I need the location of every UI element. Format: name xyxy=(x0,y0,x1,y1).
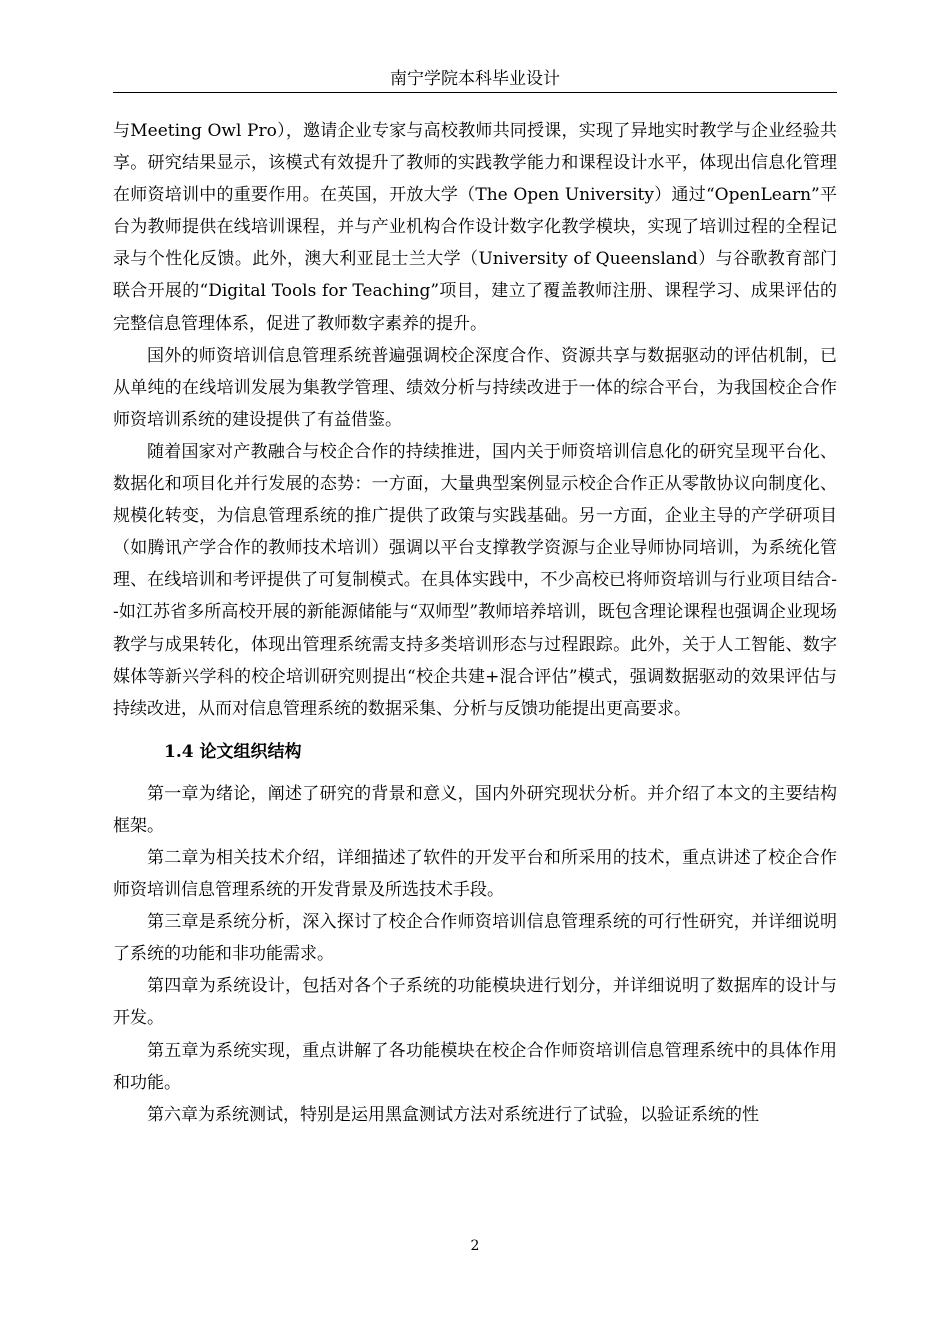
page-number: 2 xyxy=(470,1238,480,1254)
paragraph: 第六章为系统测试，特别是运用黑盒测试方法对系统进行了试验，以验证系统的性 xyxy=(147,1104,759,1125)
paragraph: 第五章为系统实现，重点讲解了各功能模块在校企合作师资培训信息管理系统中的具体作用和功能。 xyxy=(113,1040,837,1093)
paragraph: 第二章为相关技术介绍，详细描述了软件的开发平台和所采用的技术，重点讲述了校企合作师资培训信息管理系统的开发背景及所选技术手段。 xyxy=(113,847,837,901)
paragraph: 随着国家对产教融合与校企合作的持续推进，国内关于师资培训信息化的研究呈现平台化、数据化和项目化并行发展的态势：一方面，大量典型案例显示校企合作正从零散协议向制度化、规模化转变，为信息管理系统的推广提供了政策与实践基础。另一方面，企业主导的产学研项目（如腾讯产学合作的教师技术培训）强调以平台支撑教学资源与企业导师协同培训，为系统化管理、在线培训和考评提供了可复制模式。在具体实践中，不少高校已将师资培训与行业项目结合--如江苏省多所高校开展的新能源储能与“双师型”教师培养培训，既包含理论课程也强调企业现场教学与成果转化，体现出管理系统需支持多类培训形态与过程跟踪。此外，关于人工智能、数字媒体等新兴学科的校企培训研究则提出“校企共建+混合评估”模式，强调数据驱动的效果评估与持续改进，从而对信息管理系统的数据采集、分析与反馈功能提出更高要求。 xyxy=(113,441,837,719)
page-header: 南宁学院本科毕业设计 xyxy=(113,66,837,93)
paragraph: 国外的师资培训信息管理系统普遍强调校企深度合作、资源共享与数据驱动的评估机制，已从单纯的在线培训发展为集教学管理、绩效分析与持续改进于一体的综合平台，为我国校企合作师资培训系统的建设提供了有益借鉴。 xyxy=(113,345,837,430)
paragraph: 与Meeting Owl Pro），邀请企业专家与高校教师共同授课，实现了异地实时教学与企业经验共享。研究结果显示，该模式有效提升了教师的实践教学能力和课程设计水平，体现出信息化管理在师资培训中的重要作用。在英国，开放大学（The Open University）通过“OpenLearn”平台为教师提供在线培训课程，并与产业机构合作设计数字化教学模块，实现了培训过程的全程记录与个性化反馈。此外，澳大利亚昆士兰大学（University of Queensland）与谷歌教育部门联合开展的“Digital Tools for Teaching”项目，建立了覆盖教师注册、课程学习、成果评估的完整信息管理体系，促进了教师数字素养的提升。 xyxy=(113,121,837,334)
paragraph: 第四章为系统设计，包括对各个子系统的功能模块进行划分，并详细说明了数据库的设计与开发。 xyxy=(113,976,837,1029)
section-heading: 1.4 论文组织结构 xyxy=(164,741,302,762)
paragraph: 第一章为绪论，阐述了研究的背景和意义，国内外研究现状分析。并介绍了本文的主要结构框架。 xyxy=(113,783,837,836)
document-body xyxy=(113,115,837,1131)
paragraph: 第三章是系统分析，深入探讨了校企合作师资培训信息管理系统的可行性研究，并详细说明了系统的功能和非功能需求。 xyxy=(113,912,837,965)
